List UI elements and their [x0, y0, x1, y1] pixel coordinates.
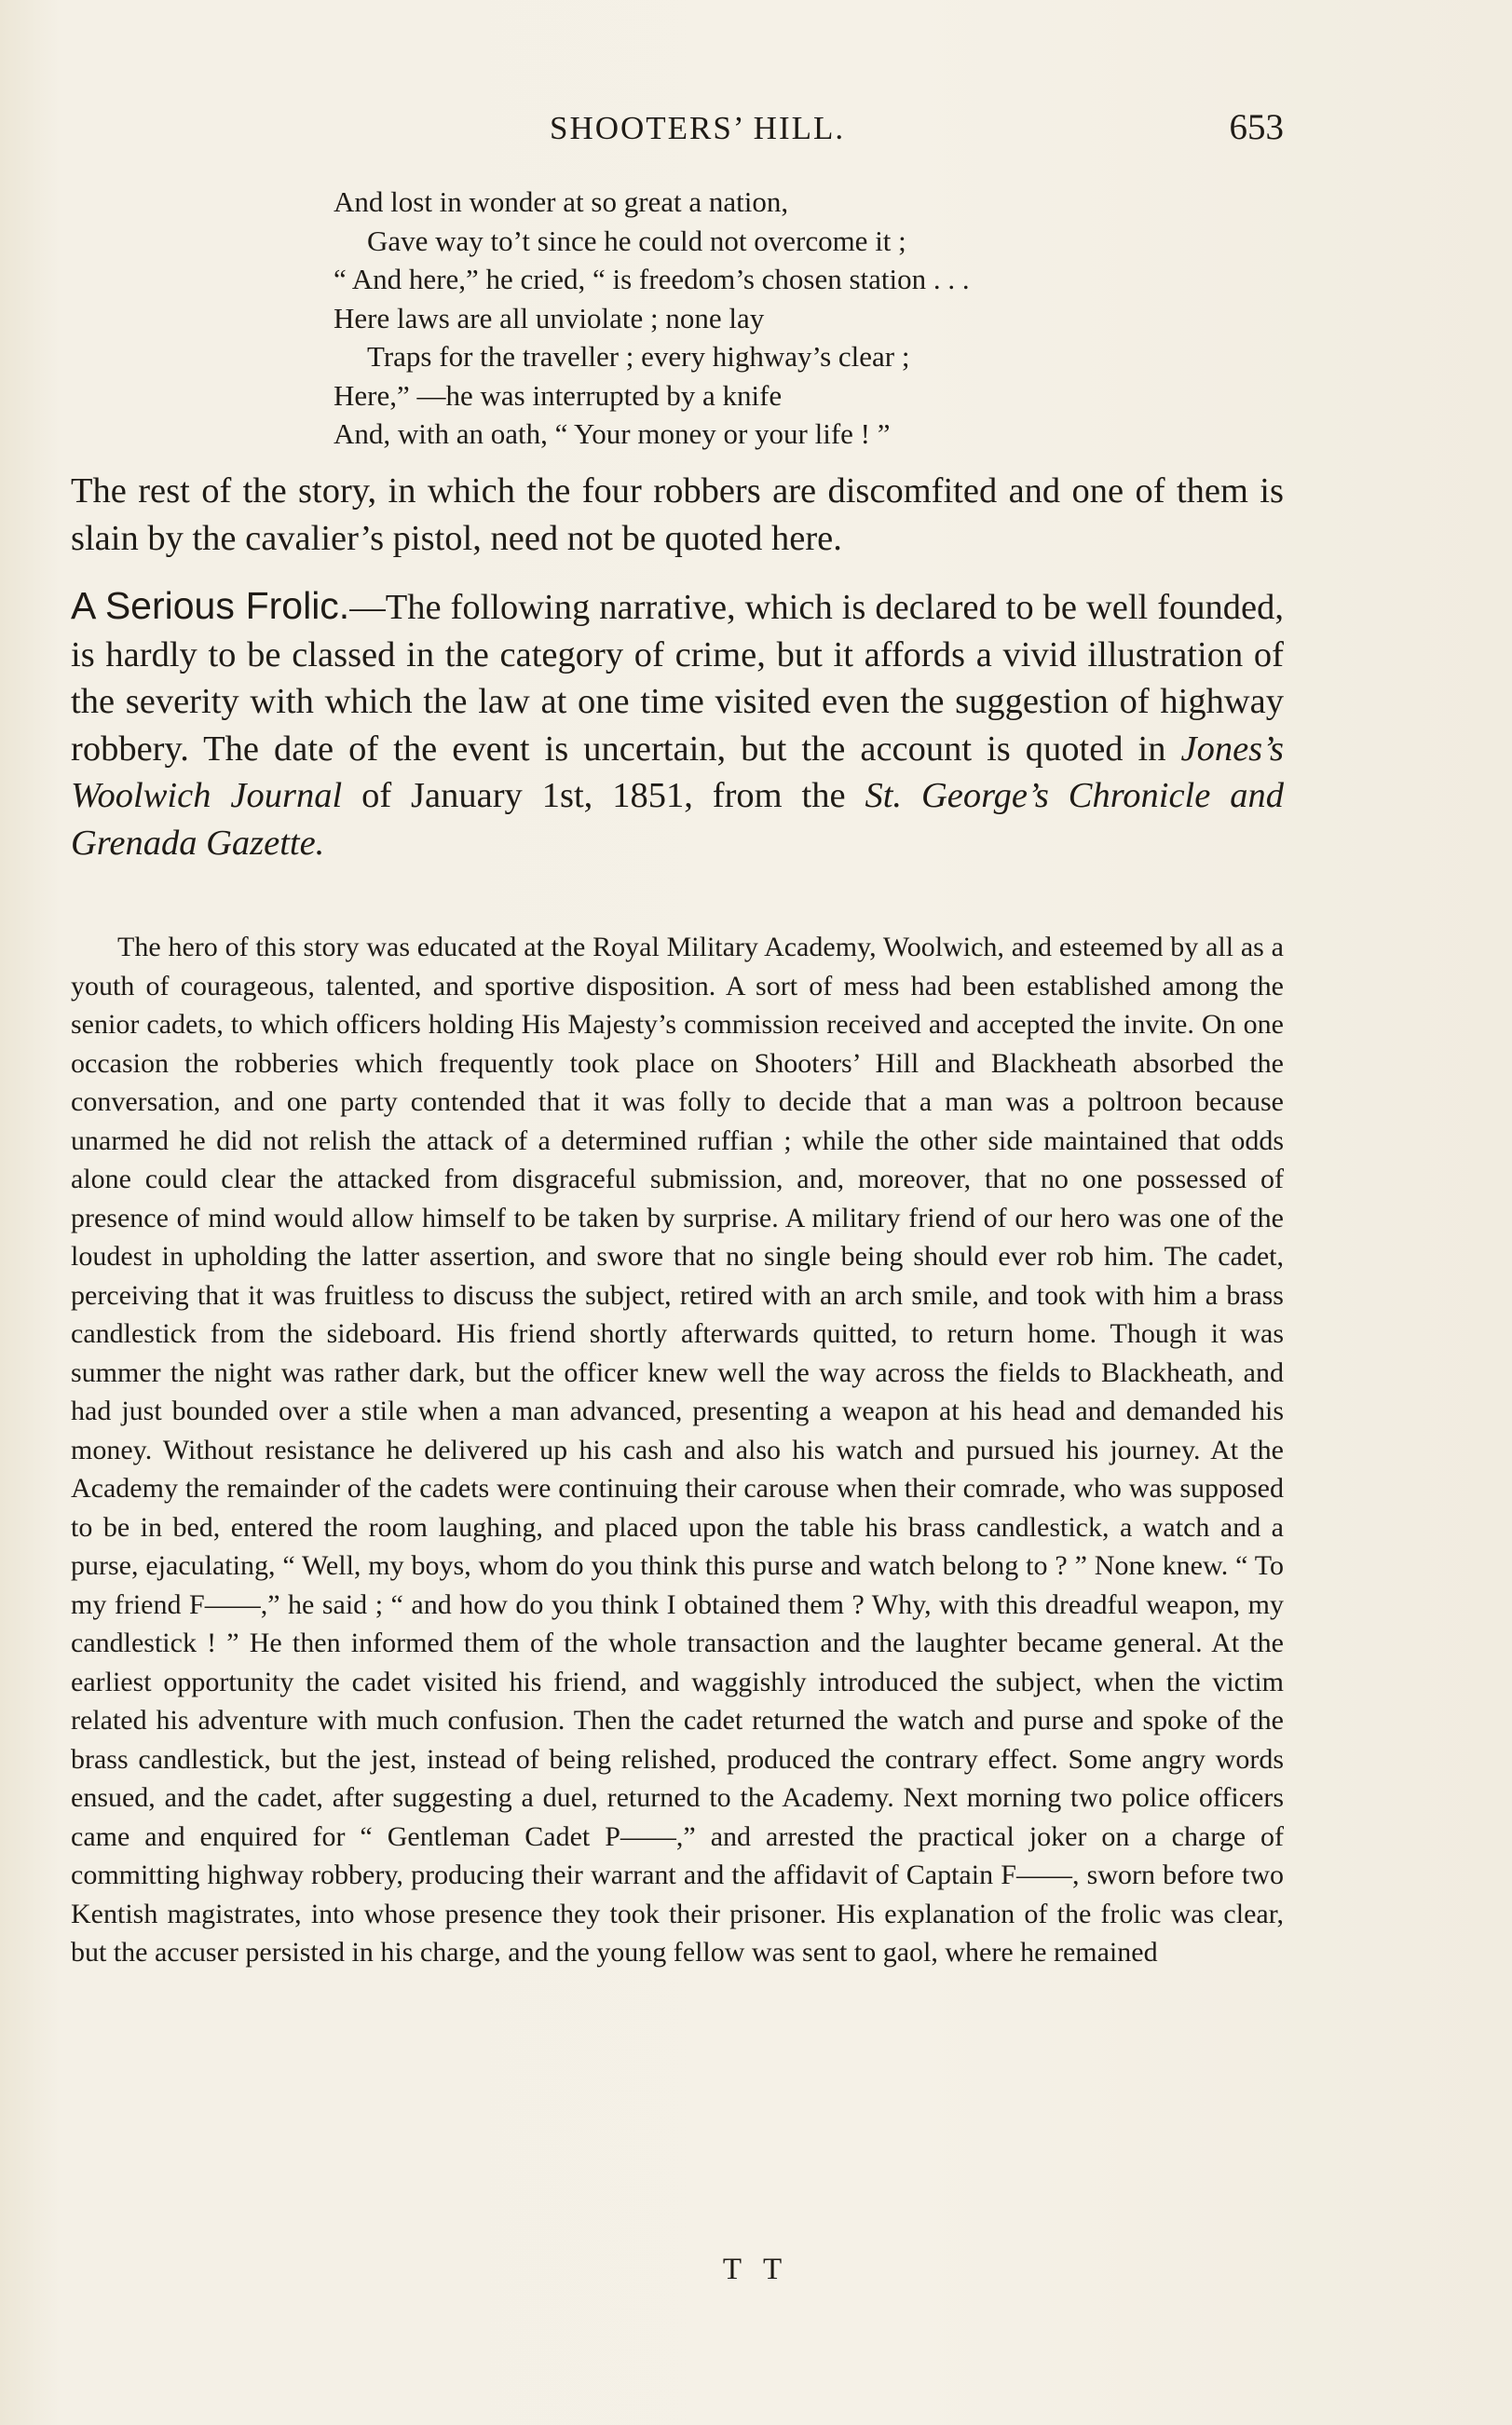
verse-line: And, with an oath, “ Your money or your life ! ”: [334, 417, 891, 450]
signature-mark: T T: [722, 2253, 790, 2286]
paragraph-serious-frolic: [71, 582, 1284, 866]
verse-line: And lost in wonder at so great a nation,: [334, 185, 789, 218]
frolic-text: of January 1st, 1851, from the: [342, 776, 865, 815]
frolic-text: —The following narrative, which is declared to be well founded, is hardly to be classed in the category of crime, but it affords a vivid illustration of the severity with which the law at one time visited even the suggestion of highway robbery. The date of the event is uncertain, but the account is quoted in: [71, 588, 1284, 769]
verse-line: “ And here,” he cried, “ is freedom’s chosen station . . .: [334, 263, 970, 295]
citation-italic: St. George’s Chronicle and Grenada Gazette.: [71, 776, 1284, 863]
section-heading: A Serious Frolic.: [71, 584, 350, 627]
verse-quote: [334, 183, 1265, 454]
running-head: SHOOTERS’ HILL.: [550, 110, 846, 146]
verse-line: Here laws are all unviolate ; none lay: [334, 301, 765, 334]
paragraph-rest-of-story: The rest of the story, in which the four robbers are discomfited and one of them is slain by the cavalier’s pistol, need not be quoted here.: [71, 471, 1284, 558]
page-number: 653: [1229, 107, 1284, 147]
citation-italic: Jones’s Woolwich Journal: [71, 729, 1284, 815]
verse-line: Here,” —he was interrupted by a knife: [334, 378, 783, 412]
page-header: [65, 107, 1284, 157]
verse-line: Gave way to’t since he could not overcome it ;: [367, 224, 906, 257]
verse-line: Traps for the traveller ; every highway’s clear ;: [367, 340, 910, 373]
body-paragraph: The hero of this story was educated at the Royal Military Academy, Woolwich, and esteemed by all as a youth of courageous, talented, and sportive disposition. A sort of mess had been established among the senior cadets, to which officers holding His Majesty’s commission received and accepted the invite. On one occasion the robberies which frequently took place on Shooters’ Hill and Blackheath absorbed the conversation, and one party contended that it was folly to decide that a man was a poltroon because unarmed he did not relish the attack of a determined ruffian ; while the other side maintained that odds alone could clear the attacked from disgraceful submission, and, moreover, that no one possessed of presence of mind would allow himself to be taken by surprise. A military friend of our hero was one of the loudest in upholding the latter assertion, and swore that no single being should ever rob him. The cadet, perceiving that it was fruitless to discuss the subject, retired with an arch smile, and took with him a brass candlestick from the sideboard. His friend shortly afterwards quitted, to return home. Though it was summer the night was rather dark, but the officer knew well the way across the fields to Blackheath, and had just bounded over a stile when a man advanced, presenting a weapon at his head and demanded his money. Without resistance he delivered up his cash and also his watch and pursued his journey. At the Academy the remainder of the cadets were continuing their carouse when their comrade, who was supposed to be in bed, entered the room laughing, and placed upon the table his brass candlestick, a watch and a purse, ejaculating, “ Well, my boys, whom do you think this purse and watch belong to ? ” None knew. “ To my friend F——,” he said ; “ and how do you think I obtained them ? Why, with this dreadful weapon, my candlestick ! ” He then informed them of the whole transaction and the laughter became general. At the earliest opportunity the cadet visited his friend, and waggishly introduced the subject, when the victim related his adventure with much confusion. Then the cadet returned the watch and purse and spoke of the brass candlestick, but the jest, instead of being relished, produced the contrary effect. Some angry words ensued, and the cadet, after suggesting a duel, returned to the Academy. Next morning two police officers came and enquired for “ Gentleman Cadet P——,” and arrested the practical joker on a charge of committing highway robbery, producing their warrant and the affidavit of Captain F——, sworn before two Kentish magistrates, into whose presence they took their prisoner. His explanation of the frolic was clear, but the accuser persisted in his charge, and the young fellow was sent to gaol, where he remained: [71, 932, 1284, 1968]
